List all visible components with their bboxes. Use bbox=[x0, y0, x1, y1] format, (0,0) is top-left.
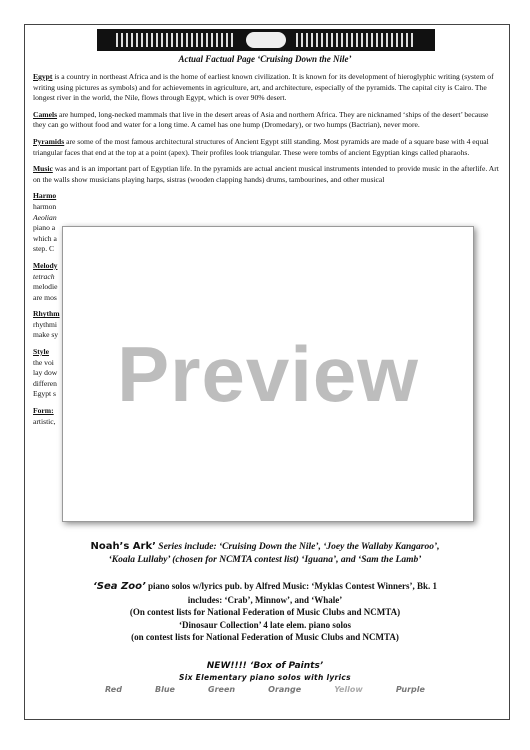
box-of-paints-subtitle: Six Elementary piano solos with lyrics bbox=[179, 673, 351, 682]
promo-box-of-paints bbox=[0, 660, 530, 684]
harmony-line-4: which a bbox=[33, 233, 57, 243]
paragraph-pyramids-text: are some of the most famous architectural structures of Ancient Egypt still standing. Most pyramids are made of a square base with 4 equal triangular faces that end at the top at a point (apex). Their profiles look triangular. These were tombs of ancient Egyptian kings called pharaohs. bbox=[33, 136, 489, 157]
term-egypt: Egypt bbox=[33, 72, 53, 81]
term-form: Form: bbox=[33, 406, 54, 416]
paragraph-music bbox=[33, 164, 499, 185]
term-style: Style bbox=[33, 347, 50, 357]
page-heading: Actual Factual Page ‘Cruising Down the Nile’ bbox=[178, 54, 352, 64]
harmony-line-5: step. C bbox=[33, 244, 55, 254]
style-line-2: lay dow bbox=[33, 368, 58, 378]
dinosaur-collection-line: ‘Dinosaur Collection’ 4 late elem. piano solos bbox=[179, 619, 351, 630]
noahs-ark-series-title: Noah’s Ark’ bbox=[90, 541, 156, 552]
sea-zoo-line-3: (On contest lists for National Federation of Music Clubs and NCMTA) bbox=[129, 607, 401, 617]
promo-sea-zoo bbox=[0, 580, 530, 644]
harmony-line-2: Aeolian bbox=[33, 212, 57, 222]
color-yellow: Yellow bbox=[334, 685, 363, 694]
preview-watermark-text: Preview bbox=[117, 329, 419, 418]
banner-sun-disc bbox=[246, 32, 286, 48]
color-green: Green bbox=[208, 685, 236, 694]
egyptian-header-banner bbox=[97, 29, 435, 51]
melody-line-3: are mos bbox=[33, 292, 57, 302]
noahs-ark-line-1: Series include: ‘Cruising Down the Nile’, ‘Joey the Wallaby Kangaroo’, bbox=[155, 542, 440, 552]
paragraph-egypt-text: is a country in northeast Africa and is the home of earliest known civilization. It is known for its development of hieroglyphic writing (system of writing using pictures as symbols) and for achievements in agriculture, art, and architecture, especially of the pyramids. The capital city is Cairo. The longest river in the world, the Nile, flows through Egypt, which is over 90% desert. bbox=[33, 72, 494, 103]
term-rhythm: Rhythm bbox=[33, 309, 60, 319]
rhythm-line-1: rhythmi bbox=[33, 319, 58, 329]
paragraph-camels-text: are humped, long-necked mammals that live in the desert areas of Asia and northern Africa. They are nicknamed ‘ships of the desert’ because they can go without food and water for a long time. A camel has one hump (Dromedary), or two humps (Bactrian), never more. bbox=[33, 109, 489, 130]
style-line-4: Egypt s bbox=[33, 389, 56, 399]
promo-noahs-ark bbox=[0, 540, 530, 567]
paragraph-egypt bbox=[33, 72, 499, 104]
term-harmony: Harmo bbox=[33, 191, 57, 201]
banner-left-wing bbox=[116, 33, 236, 47]
color-purple: Purple bbox=[395, 685, 425, 694]
rhythm-line-2: make sy bbox=[33, 330, 59, 340]
color-orange: Orange bbox=[268, 685, 302, 694]
style-line-1: the voi bbox=[33, 357, 54, 367]
paragraph-music-text: was and is an important part of Egyptian life. In the pyramids are actual ancient musical instruments intended to provide music in the afterlife. Art on the walls show musicians playing harps, sistras (wooden clapping hands) drums, tambourines, and other musical bbox=[33, 164, 499, 184]
melody-line-1: tetrach bbox=[33, 271, 55, 281]
box-of-paints-title: NEW!!!! ‘Box of Paints’ bbox=[206, 661, 324, 671]
term-melody: Melody bbox=[33, 260, 58, 270]
paragraph-camels bbox=[33, 110, 499, 131]
color-title-list bbox=[105, 685, 425, 694]
color-blue: Blue bbox=[154, 685, 175, 694]
color-red: Red bbox=[105, 685, 122, 694]
noahs-ark-line-2: ‘Koala Lullaby’ (chosen for NCMTA contest list) ‘Iguana’, and ‘Sam the Lamb’ bbox=[108, 555, 422, 565]
banner-right-wing bbox=[296, 33, 416, 47]
sea-zoo-title: ‘Sea Zoo’ bbox=[92, 581, 146, 592]
term-camels: Camels bbox=[33, 109, 58, 119]
preview-watermark-overlay bbox=[62, 226, 474, 522]
harmony-line-3: piano a bbox=[33, 223, 56, 233]
sea-zoo-line-2: includes: ‘Crab’, Minnow’, and ‘Whale’ bbox=[187, 594, 343, 605]
dinosaur-contest-line: (on contest lists for National Federation of Music Clubs and NCMTA) bbox=[131, 632, 399, 642]
sea-zoo-line-1: piano solos w/lyrics pub. by Alfred Music: ‘Myklas Contest Winners’, Bk. 1 bbox=[145, 581, 438, 591]
harmony-line-1: harmon bbox=[33, 201, 57, 211]
form-line-1: artistic, bbox=[33, 416, 56, 426]
paragraph-pyramids bbox=[33, 137, 499, 158]
style-line-3: differen bbox=[33, 378, 57, 388]
term-pyramids: Pyramids bbox=[33, 136, 65, 146]
term-music: Music bbox=[33, 164, 53, 174]
melody-line-2: melodie bbox=[33, 282, 58, 292]
